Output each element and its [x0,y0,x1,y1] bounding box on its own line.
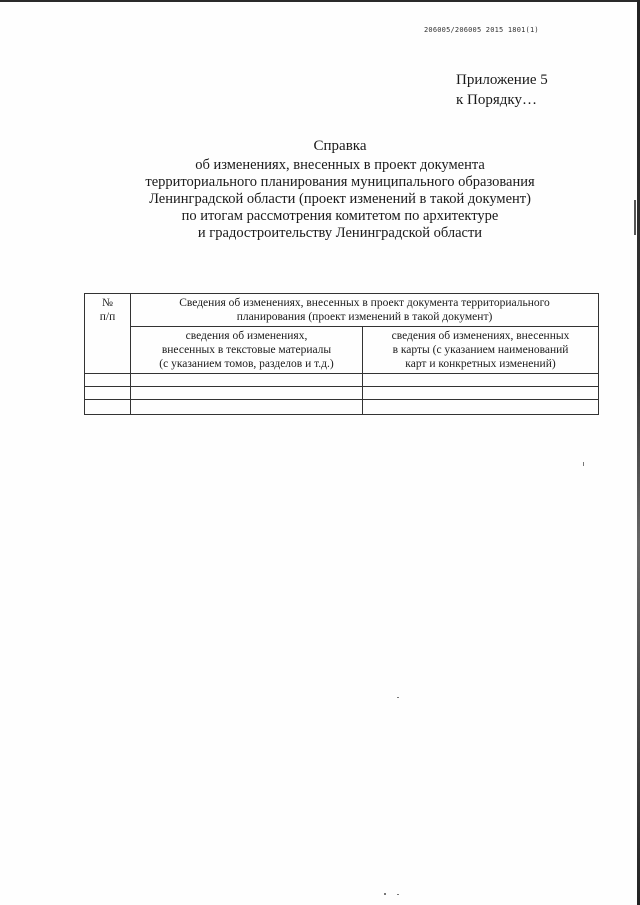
scan-speck [583,462,584,466]
text-col-line: сведения об изменениях, [185,330,308,342]
main-header-line: Сведения об изменениях, внесенных в проект документа территориального [179,297,550,309]
heading-line: по итогам рассмотрения комитетом по архитектуре [181,208,499,224]
scan-speck [397,697,399,698]
text-materials-header-cell [131,327,363,374]
scan-speck [397,894,399,895]
text-col-line: (с указанием томов, разделов и т.д.) [159,358,334,370]
scan-border-top [0,0,640,2]
table-cell [363,387,599,400]
scan-mark [634,200,636,235]
table-header-row [85,294,599,327]
heading-line: территориального планирования муниципального образования [145,174,535,190]
table-cell [131,374,363,387]
maps-col-line: сведения об изменениях, внесенных [391,330,570,342]
main-header-line: планирования (проект изменений в такой документ) [236,311,493,323]
num-header-symbol: № [102,297,113,309]
appendix-line: Приложение 5 [456,72,548,88]
maps-header-cell [363,327,599,374]
table-cell [131,400,363,415]
appendix-note [456,70,548,110]
table-cell [85,374,131,387]
num-header-cell [85,294,131,374]
heading-line: Ленинградской области (проект изменений в такой документ) [149,191,531,207]
table-row [85,400,599,415]
document-code: 206005/206005 2015 1801(1) [424,26,539,34]
scan-speck [384,893,386,895]
table-row [85,374,599,387]
text-col-line: внесенных в текстовые материалы [161,344,332,356]
num-header-label: п/п [99,311,116,323]
table-subheader-row [85,327,599,374]
table-cell [363,400,599,415]
main-header-cell [131,294,599,327]
table-cell [131,387,363,400]
table-row [85,387,599,400]
appendix-line: к Порядку… [456,92,537,108]
maps-col-line: в карты (с указанием наименований [392,344,569,356]
heading-line: и градостроительству Ленинградской области [197,225,483,241]
changes-table [84,293,599,415]
table-cell [363,374,599,387]
heading-line: об изменениях, внесенных в проект документа [195,157,485,173]
table-cell [85,387,131,400]
document-title: Справка [313,138,367,154]
table-cell [85,400,131,415]
maps-col-line: карт и конкретных изменений) [405,358,556,370]
document-heading [100,138,580,242]
